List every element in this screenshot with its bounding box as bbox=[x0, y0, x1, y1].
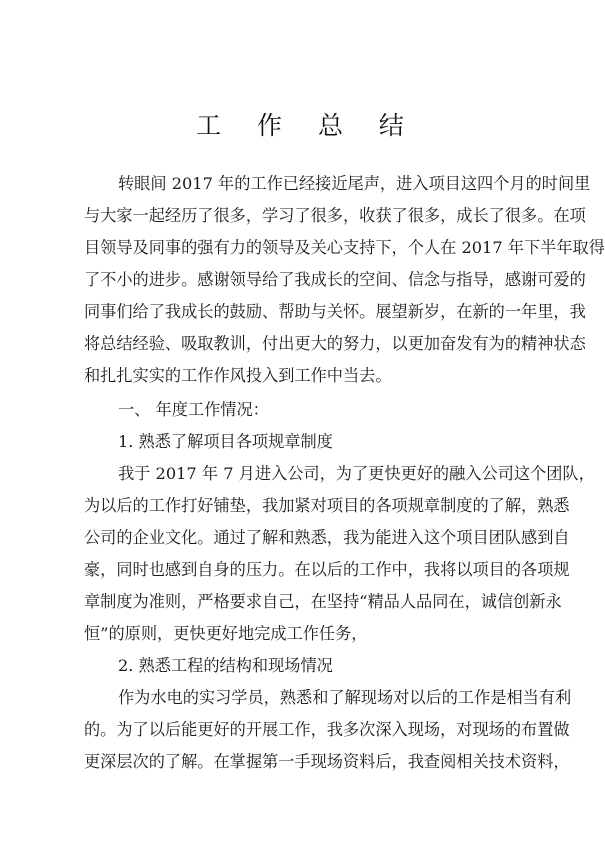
subsection-heading: 1. 熟悉了解项目各项规章制度 bbox=[118, 432, 333, 451]
paragraph-line: 恒”的原则，更快更好地完成工作任务， bbox=[84, 624, 368, 643]
paragraph-line: 我于 2017 年 7 月进入公司，为了更快更好的融入公司这个团队， bbox=[118, 464, 595, 483]
paragraph-line: 了不小的进步。感谢领导给了我成长的空间、信念与指导，感谢可爱的 bbox=[84, 270, 586, 289]
paragraph-line: 的。为了以后能更好的开展工作，我多次深入现场，对现场的布置做 bbox=[84, 720, 570, 739]
section-heading: 一、 年度工作情况： bbox=[118, 400, 269, 419]
paragraph-line: 更深层次的了解。在掌握第一手现场资料后，我查阅相关技术资料， bbox=[84, 752, 570, 771]
subsection-heading: 2. 熟悉工程的结构和现场情况 bbox=[118, 656, 333, 675]
paragraph-line: 同事们给了我成长的鼓励、帮助与关怀。展望新岁，在新的一年里，我 bbox=[84, 302, 586, 321]
paragraph-line: 公司的企业文化。通过了解和熟悉，我为能进入这个项目团队感到自 bbox=[84, 528, 570, 547]
paragraph-line: 和扎扎实实的工作作风投入到工作中当去。 bbox=[84, 366, 392, 385]
paragraph-line: 目领导及同事的强有力的领导及关心支持下，个人在 2017 年下半年取得 bbox=[84, 238, 605, 257]
paragraph-line: 为以后的工作打好铺垫，我加紧对项目的各项规章制度的了解，熟悉 bbox=[84, 496, 570, 515]
paragraph-line: 作为水电的实习学员，熟悉和了解现场对以后的工作是相当有利 bbox=[118, 688, 572, 707]
paragraph-line: 与大家一起经历了很多，学习了很多，收获了很多，成长了很多。在项 bbox=[84, 206, 586, 225]
paragraph-line: 豪，同时也感到自身的压力。在以后的工作中，我将以项目的各项规 bbox=[84, 560, 570, 579]
paragraph-line: 将总结经验、吸取教训，付出更大的努力，以更加奋发有为的精神状态 bbox=[84, 334, 586, 353]
paragraph-line: 转眼间 2017 年的工作已经接近尾声，进入项目这四个月的时间里 bbox=[118, 174, 591, 193]
document-title: 工 作 总 结 bbox=[196, 111, 418, 140]
paragraph-line: 章制度为准则，严格要求自己，在坚持“精品人品同在，诚信创新永 bbox=[84, 592, 562, 611]
